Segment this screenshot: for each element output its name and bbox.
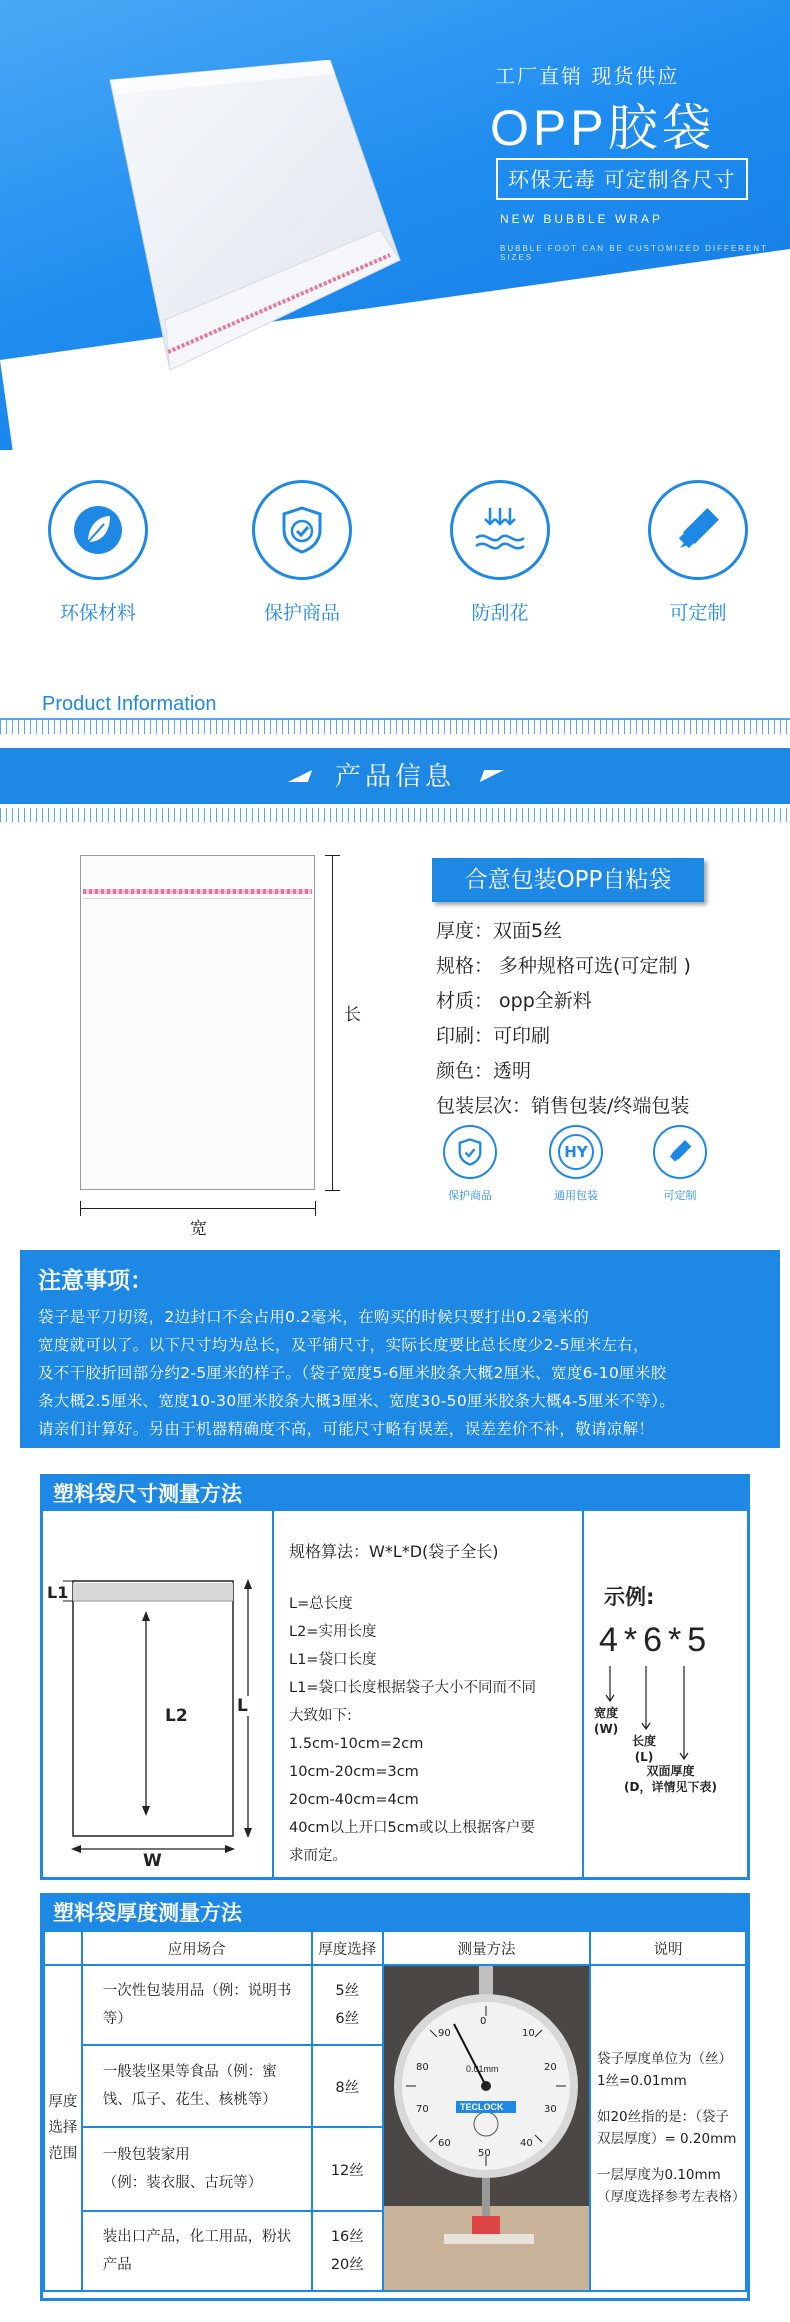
rule-line: L1=袋口长度根据袋子大小不同而不同 — [289, 1680, 536, 1696]
product-info-en-title: Product Information — [42, 693, 217, 715]
gauge-tick-90: 90 — [437, 2028, 451, 2039]
notes-line: 及不干胶折回部分约2-5厘米的样子。（袋子宽度5-6厘米胶条大概2厘米、宽度6-10厘米胶 — [38, 1364, 667, 1382]
thickness-cell: 16丝 20丝 — [312, 2211, 383, 2291]
scene-cell: 装出口产品，化工用品，粉状产品 — [82, 2211, 312, 2291]
product-info-cn-title: 产品信息 — [334, 762, 455, 792]
hy-logo-icon: HY — [558, 1134, 594, 1170]
size-measure-box — [40, 1474, 750, 1880]
feature-label: 可定制 — [669, 602, 727, 624]
feature-scratch — [420, 480, 580, 625]
gauge-tick-50: 50 — [477, 2148, 491, 2159]
mini-protect — [430, 1125, 510, 1203]
example-value: 4*6*5 — [599, 1621, 713, 1659]
rule-line: L=总长度 — [289, 1596, 353, 1612]
rule-line: L1=袋口长度 — [289, 1652, 377, 1668]
rule-line: 大致如下: — [289, 1708, 352, 1724]
feature-label: 防刮花 — [471, 602, 529, 624]
scratch-resistant-icon — [470, 500, 530, 560]
spec-title: 合意包装OPP自粘袋 — [432, 858, 704, 902]
hero-banner — [0, 0, 790, 450]
spec-list — [436, 914, 691, 1124]
spec-row: 材质： opp全新料 — [436, 990, 592, 1012]
mini-general — [536, 1125, 616, 1203]
width-label: 宽 — [190, 1219, 207, 1239]
thickness-cell: 5丝 6丝 — [312, 1965, 383, 2045]
feature-icons — [0, 480, 790, 640]
notes-line: 请亲们计算好。另由于机器精确度不高，可能尺寸略有误差，误差差价不补，敬请凉解！ — [38, 1420, 655, 1438]
gauge-tick-80: 80 — [415, 2062, 429, 2073]
rule-line: 20cm-40cm=4cm — [289, 1792, 419, 1808]
diagram-w-label: W — [143, 1851, 162, 1871]
range-label: 厚度 选择 范围 — [44, 1965, 82, 2291]
table-header: 厚度选择 — [312, 1931, 383, 1965]
diagram-l-label: L — [237, 1696, 248, 1716]
diagram-l2-label: L2 — [165, 1706, 188, 1726]
notes-title: 注意事项： — [38, 1268, 153, 1294]
diagram-l1-label: L1 — [47, 1583, 69, 1602]
opp-bag-image — [80, 60, 420, 380]
shield-check-icon — [454, 1136, 486, 1168]
note-line: 一层厚度为0.10mm（厚度选择参考左表格） — [596, 2167, 746, 2205]
hero-title: OPP胶袋 — [490, 100, 716, 156]
notes-panel — [20, 1250, 780, 1448]
length-dimension-line — [332, 855, 333, 1190]
spec-row: 厚度：双面5丝 — [436, 920, 563, 942]
size-rules — [274, 1511, 584, 1877]
table-header-row — [44, 1931, 746, 1965]
spec-row: 印刷：可印刷 — [436, 1025, 551, 1047]
note-line: 袋子厚度单位为（丝）1丝=0.01mm — [596, 2051, 732, 2089]
spec-row: 颜色：透明 — [436, 1060, 532, 1082]
gauge-unit: 0.01mm — [465, 2064, 499, 2074]
spec-mini-icons — [430, 1125, 730, 1205]
feature-protect — [222, 480, 382, 625]
example-l-label: 长度 (L) — [632, 1734, 657, 1764]
pencil-ruler-icon — [668, 500, 728, 560]
gauge-tick-10: 10 — [521, 2028, 535, 2039]
scene-cell: 一次性包装用品（例：说明书等） — [82, 1965, 312, 2045]
gauge-brand: TECLOCK — [459, 2102, 504, 2112]
mini-label: 保护商品 — [448, 1189, 492, 1202]
notes-body — [38, 1303, 762, 1443]
mini-custom — [640, 1125, 720, 1203]
mini-label: 通用包装 — [554, 1189, 598, 1202]
thickness-table — [43, 1930, 747, 2292]
example-d-label: 双面厚度 (D，详情见下表) — [624, 1764, 717, 1794]
feature-label: 保护商品 — [263, 602, 340, 624]
gauge-tick-20: 20 — [543, 2062, 557, 2073]
example-arrows — [584, 1511, 747, 1877]
scene-cell: 一般包装家用 （例：装衣服、古玩等） — [82, 2127, 312, 2211]
notes-line: 宽度就可以了。以下尺寸均为总长，及平铺尺寸，实际长度要比总长度少2-5厘米左右， — [38, 1336, 649, 1354]
rule-line: 求而定。 — [289, 1848, 347, 1864]
thickness-notes — [590, 1965, 746, 2291]
size-measure-title: 塑料袋尺寸测量方法 — [43, 1477, 747, 1511]
rule-line: 40cm以上开口5cm或以上根据客户要 — [289, 1820, 535, 1836]
rule-line: 10cm-20cm=3cm — [289, 1764, 419, 1780]
notes-line: 条大概2.5厘米、宽度10-30厘米胶条大概3厘米、宽度30-50厘米胶条大概4-5厘米不等）。 — [38, 1392, 676, 1410]
table-row — [44, 1965, 746, 2045]
thickness-cell: 12丝 — [312, 2127, 383, 2211]
gauge-tick-70: 70 — [415, 2104, 429, 2115]
gauge-tick-40: 40 — [519, 2138, 533, 2149]
gauge-tick-30: 30 — [543, 2104, 557, 2115]
bag-dimension-diagram — [43, 1511, 274, 1877]
gauge-photo — [383, 1965, 590, 2291]
shield-check-icon — [274, 502, 330, 558]
bag-sample-image — [80, 855, 315, 1190]
feature-label: 环保材料 — [59, 602, 136, 624]
pencil-ruler-icon — [664, 1136, 696, 1168]
thickness-measure-box — [40, 1893, 750, 2301]
hero-en-subtitle: BUBBLE FOOT CAN BE CUSTOMIZED DIFFERENT SIZES — [500, 244, 768, 262]
dial-gauge-image — [384, 1966, 589, 2290]
rule-line: L2=实用长度 — [289, 1624, 377, 1640]
rule-line: 1.5cm-10cm=2cm — [289, 1736, 424, 1752]
hero-subtitle: 工厂直销 现货供应 — [495, 64, 680, 88]
adhesive-strip — [83, 889, 312, 894]
table-header: 说明 — [590, 1931, 746, 1965]
gauge-tick-0: 0 — [479, 2016, 487, 2027]
size-diagram — [43, 1511, 274, 1877]
notes-line: 袋子是平刀切烫，2边封口不会占用0.2毫米，在购买的时候只要打出0.2毫米的 — [38, 1308, 590, 1326]
spec-row: 包装层次：销售包装/终端包装 — [436, 1095, 690, 1117]
example-w-label: 宽度 (W) — [594, 1706, 619, 1736]
leaf-icon — [70, 502, 126, 558]
thickness-cell: 8丝 — [312, 2045, 383, 2127]
gauge-tick-60: 60 — [437, 2138, 451, 2149]
hero-tagline: 环保无毒 可定制各尺寸 — [496, 158, 748, 200]
spec-row: 规格： 多种规格可选(可定制 ) — [436, 955, 691, 977]
size-formula: 规格算法：W*L*D(袋子全长) — [289, 1542, 499, 1561]
length-label: 长 — [344, 1005, 361, 1025]
table-header: 应用场合 — [82, 1931, 312, 1965]
scene-cell: 一般装坚果等食品（例：蜜饯、瓜子、花生、核桃等） — [82, 2045, 312, 2127]
width-dimension-line — [80, 1208, 315, 1209]
table-header: 测量方法 — [383, 1931, 590, 1965]
note-line: 如20丝指的是：（袋子双层厚度）= 0.20mm — [596, 2109, 737, 2147]
ruler-decoration — [0, 720, 790, 734]
feature-eco — [18, 480, 178, 625]
feature-custom — [618, 480, 778, 625]
ruler-decoration — [0, 808, 790, 822]
size-example — [584, 1511, 747, 1877]
thickness-title: 塑料袋厚度测量方法 — [43, 1896, 747, 1930]
example-title: 示例: — [604, 1585, 655, 1609]
mini-label: 可定制 — [663, 1189, 697, 1202]
hero-en-title: NEW BUBBLE WRAP — [500, 212, 664, 226]
